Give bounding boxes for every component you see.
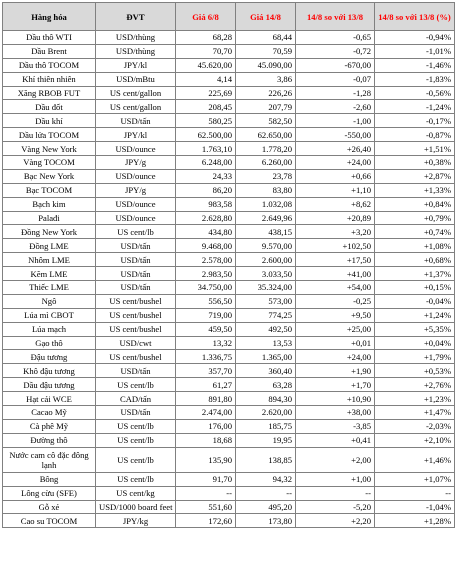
unit-cell: US cent/kg xyxy=(96,486,176,500)
table-row xyxy=(3,58,455,72)
table-row xyxy=(3,472,455,486)
table-header xyxy=(3,3,455,31)
table-row xyxy=(3,86,455,100)
table-row xyxy=(3,322,455,336)
price-1-cell: 68,28 xyxy=(176,31,236,45)
unit-cell: JPY/kl xyxy=(96,128,176,142)
price-2-cell: 68,44 xyxy=(236,31,296,45)
commodity-cell: Vàng TOCOM xyxy=(3,156,96,170)
change-pct-cell: +1,23% xyxy=(375,392,455,406)
table-row xyxy=(3,169,455,183)
unit-cell: USD/ounce xyxy=(96,142,176,156)
table-body xyxy=(3,31,455,528)
commodity-cell: Đồng New York xyxy=(3,225,96,239)
change-pct-cell: +2,87% xyxy=(375,169,455,183)
commodity-cell: Thiếc LME xyxy=(3,281,96,295)
change-cell: -0,65 xyxy=(296,31,375,45)
table-row xyxy=(3,364,455,378)
change-cell: -2,60 xyxy=(296,100,375,114)
table-row xyxy=(3,514,455,528)
unit-cell: US cent/bushel xyxy=(96,322,176,336)
change-cell: -- xyxy=(296,486,375,500)
commodity-cell: Cà phê Mỹ xyxy=(3,419,96,433)
price-1-cell: 61,27 xyxy=(176,378,236,392)
price-1-cell: 434,80 xyxy=(176,225,236,239)
commodity-cell: Dầu lửa TOCOM xyxy=(3,128,96,142)
price-2-cell: 226,26 xyxy=(236,86,296,100)
price-2-cell: 2.600,00 xyxy=(236,253,296,267)
price-1-cell: 62.500,00 xyxy=(176,128,236,142)
price-1-cell: 13,32 xyxy=(176,336,236,350)
unit-cell: US cent/lb xyxy=(96,472,176,486)
unit-cell: US cent/bushel xyxy=(96,308,176,322)
table-row xyxy=(3,72,455,86)
header-price-2: Giá 14/8 xyxy=(236,3,296,31)
change-cell: -1,00 xyxy=(296,114,375,128)
change-cell: +38,00 xyxy=(296,406,375,420)
unit-cell: US cent/lb xyxy=(96,378,176,392)
unit-cell: JPY/g xyxy=(96,156,176,170)
unit-cell: US cent/lb xyxy=(96,447,176,472)
unit-cell: USD/tấn xyxy=(96,253,176,267)
change-cell: +1,10 xyxy=(296,183,375,197)
change-pct-cell: -2,03% xyxy=(375,419,455,433)
change-cell: +20,89 xyxy=(296,211,375,225)
header-change: 14/8 so với 13/8 xyxy=(296,3,375,31)
change-pct-cell: -0,94% xyxy=(375,31,455,45)
change-pct-cell: +0,79% xyxy=(375,211,455,225)
commodity-cell: Bông xyxy=(3,472,96,486)
commodity-cell: Vàng New York xyxy=(3,142,96,156)
table-row xyxy=(3,392,455,406)
unit-cell: US cent/gallon xyxy=(96,100,176,114)
unit-cell: USD/tấn xyxy=(96,281,176,295)
change-pct-cell: -1,01% xyxy=(375,44,455,58)
commodity-cell: Palađi xyxy=(3,211,96,225)
price-1-cell: 891,80 xyxy=(176,392,236,406)
change-cell: +41,00 xyxy=(296,267,375,281)
change-pct-cell: -0,87% xyxy=(375,128,455,142)
price-2-cell: 894,30 xyxy=(236,392,296,406)
price-1-cell: 2.983,50 xyxy=(176,267,236,281)
price-2-cell: 1.778,20 xyxy=(236,142,296,156)
change-pct-cell: +1,47% xyxy=(375,406,455,420)
table-row xyxy=(3,406,455,420)
change-cell: +2,00 xyxy=(296,447,375,472)
commodity-cell: Dầu đốt xyxy=(3,100,96,114)
commodity-cell: Bạc TOCOM xyxy=(3,183,96,197)
price-1-cell: 86,20 xyxy=(176,183,236,197)
change-cell: -3,85 xyxy=(296,419,375,433)
unit-cell: JPY/kg xyxy=(96,514,176,528)
unit-cell: USD/tấn xyxy=(96,267,176,281)
change-cell: -0,07 xyxy=(296,72,375,86)
change-cell: +0,01 xyxy=(296,336,375,350)
commodity-cell: Đậu tương xyxy=(3,350,96,364)
change-pct-cell: +1,33% xyxy=(375,183,455,197)
unit-cell: USD/thùng xyxy=(96,31,176,45)
commodity-cell: Cacao Mỹ xyxy=(3,406,96,420)
change-pct-cell: +1,79% xyxy=(375,350,455,364)
table-row xyxy=(3,378,455,392)
unit-cell: US cent/lb xyxy=(96,419,176,433)
price-2-cell: 2.649,96 xyxy=(236,211,296,225)
change-pct-cell: -1,83% xyxy=(375,72,455,86)
price-2-cell: 1.032,08 xyxy=(236,197,296,211)
price-1-cell: 459,50 xyxy=(176,322,236,336)
change-cell: -5,20 xyxy=(296,500,375,514)
unit-cell: US cent/gallon xyxy=(96,86,176,100)
table-row xyxy=(3,308,455,322)
change-cell: +3,20 xyxy=(296,225,375,239)
unit-cell: USD/tấn xyxy=(96,114,176,128)
price-2-cell: 495,20 xyxy=(236,500,296,514)
price-1-cell: 983,58 xyxy=(176,197,236,211)
price-1-cell: 208,45 xyxy=(176,100,236,114)
price-2-cell: 19,95 xyxy=(236,433,296,447)
change-cell: +1,90 xyxy=(296,364,375,378)
commodity-cell: Kẽm LME xyxy=(3,267,96,281)
commodity-cell: Dầu khí xyxy=(3,114,96,128)
change-pct-cell: +0,84% xyxy=(375,197,455,211)
change-cell: +10,90 xyxy=(296,392,375,406)
change-cell: +17,50 xyxy=(296,253,375,267)
change-cell: +2,20 xyxy=(296,514,375,528)
commodity-cell: Lúa mì CBOT xyxy=(3,308,96,322)
price-1-cell: 70,70 xyxy=(176,44,236,58)
unit-cell: USD/1000 board feet xyxy=(96,500,176,514)
price-2-cell: 3,86 xyxy=(236,72,296,86)
price-2-cell: 2.620,00 xyxy=(236,406,296,420)
change-pct-cell: -1,04% xyxy=(375,500,455,514)
change-cell: +54,00 xyxy=(296,281,375,295)
table-row xyxy=(3,419,455,433)
commodity-cell: Khí thiên nhiên xyxy=(3,72,96,86)
commodity-cell: Cao su TOCOM xyxy=(3,514,96,528)
change-cell: +24,00 xyxy=(296,156,375,170)
change-pct-cell: +0,74% xyxy=(375,225,455,239)
table-row xyxy=(3,211,455,225)
price-1-cell: -- xyxy=(176,486,236,500)
price-2-cell: 173,80 xyxy=(236,514,296,528)
price-2-cell: 573,00 xyxy=(236,294,296,308)
unit-cell: USD/cwt xyxy=(96,336,176,350)
price-1-cell: 2.578,00 xyxy=(176,253,236,267)
price-2-cell: 438,15 xyxy=(236,225,296,239)
table-row xyxy=(3,183,455,197)
price-2-cell: 6.260,00 xyxy=(236,156,296,170)
change-cell: +24,00 xyxy=(296,350,375,364)
change-pct-cell: +1,28% xyxy=(375,514,455,528)
change-pct-cell: +1,07% xyxy=(375,472,455,486)
header-price-1: Giá 6/8 xyxy=(176,3,236,31)
change-cell: +26,40 xyxy=(296,142,375,156)
table-row xyxy=(3,156,455,170)
change-cell: -0,72 xyxy=(296,44,375,58)
unit-cell: USD/ounce xyxy=(96,211,176,225)
commodity-cell: Dầu thô TOCOM xyxy=(3,58,96,72)
price-2-cell: 774,25 xyxy=(236,308,296,322)
price-1-cell: 9.468,00 xyxy=(176,239,236,253)
change-cell: +102,50 xyxy=(296,239,375,253)
change-pct-cell: +1,08% xyxy=(375,239,455,253)
commodity-cell: Lông cừu (SFE) xyxy=(3,486,96,500)
commodity-price-table xyxy=(2,2,455,528)
table-row xyxy=(3,486,455,500)
unit-cell: USD/tấn xyxy=(96,364,176,378)
price-2-cell: 45.090,00 xyxy=(236,58,296,72)
price-2-cell: 1.365,00 xyxy=(236,350,296,364)
unit-cell: US cent/bushel xyxy=(96,350,176,364)
change-pct-cell: +1,46% xyxy=(375,447,455,472)
table-row xyxy=(3,142,455,156)
commodity-cell: Ngô xyxy=(3,294,96,308)
change-pct-cell: -1,24% xyxy=(375,100,455,114)
price-1-cell: 1.763,10 xyxy=(176,142,236,156)
commodity-cell: Gạo thô xyxy=(3,336,96,350)
change-pct-cell: -0,04% xyxy=(375,294,455,308)
commodity-cell: Dầu Brent xyxy=(3,44,96,58)
commodity-cell: Đồng LME xyxy=(3,239,96,253)
change-cell: -1,28 xyxy=(296,86,375,100)
table-row xyxy=(3,197,455,211)
commodity-cell: Gỗ xẻ xyxy=(3,500,96,514)
price-1-cell: 357,70 xyxy=(176,364,236,378)
table-row xyxy=(3,225,455,239)
price-2-cell: 23,78 xyxy=(236,169,296,183)
change-pct-cell: +0,53% xyxy=(375,364,455,378)
price-2-cell: 13,53 xyxy=(236,336,296,350)
price-2-cell: 94,32 xyxy=(236,472,296,486)
change-pct-cell: +5,35% xyxy=(375,322,455,336)
price-2-cell: 63,28 xyxy=(236,378,296,392)
commodity-cell: Lúa mạch xyxy=(3,322,96,336)
table-row xyxy=(3,350,455,364)
commodity-cell: Dầu thô WTI xyxy=(3,31,96,45)
price-2-cell: 492,50 xyxy=(236,322,296,336)
change-cell: +8,62 xyxy=(296,197,375,211)
commodity-cell: Khô đậu tương xyxy=(3,364,96,378)
price-1-cell: 580,25 xyxy=(176,114,236,128)
change-cell: +1,00 xyxy=(296,472,375,486)
price-1-cell: 4,14 xyxy=(176,72,236,86)
commodity-cell: Xăng RBOB FUT xyxy=(3,86,96,100)
change-cell: -670,00 xyxy=(296,58,375,72)
price-1-cell: 225,69 xyxy=(176,86,236,100)
change-cell: -0,25 xyxy=(296,294,375,308)
change-pct-cell: +0,38% xyxy=(375,156,455,170)
price-2-cell: 185,75 xyxy=(236,419,296,433)
change-pct-cell: -1,46% xyxy=(375,58,455,72)
unit-cell: US cent/lb xyxy=(96,225,176,239)
change-cell: -550,00 xyxy=(296,128,375,142)
price-2-cell: 35.324,00 xyxy=(236,281,296,295)
unit-cell: USD/ounce xyxy=(96,197,176,211)
unit-cell: USD/mBtu xyxy=(96,72,176,86)
commodity-cell: Nước cam cô đặc đông lạnh xyxy=(3,447,96,472)
table-row xyxy=(3,447,455,472)
unit-cell: USD/thùng xyxy=(96,44,176,58)
table-row xyxy=(3,267,455,281)
price-1-cell: 6.248,00 xyxy=(176,156,236,170)
price-1-cell: 172,60 xyxy=(176,514,236,528)
unit-cell: US cent/bushel xyxy=(96,294,176,308)
unit-cell: JPY/g xyxy=(96,183,176,197)
change-cell: +0,41 xyxy=(296,433,375,447)
price-2-cell: 62.650,00 xyxy=(236,128,296,142)
unit-cell: USD/tấn xyxy=(96,239,176,253)
change-cell: +25,00 xyxy=(296,322,375,336)
table-row xyxy=(3,100,455,114)
price-2-cell: 582,50 xyxy=(236,114,296,128)
change-pct-cell: +2,10% xyxy=(375,433,455,447)
price-2-cell: 83,80 xyxy=(236,183,296,197)
change-pct-cell: +1,51% xyxy=(375,142,455,156)
change-pct-cell: -- xyxy=(375,486,455,500)
change-pct-cell: +0,04% xyxy=(375,336,455,350)
unit-cell: USD/ounce xyxy=(96,169,176,183)
price-1-cell: 2.474,00 xyxy=(176,406,236,420)
header-unit: ĐVT xyxy=(96,3,176,31)
price-1-cell: 556,50 xyxy=(176,294,236,308)
change-pct-cell: +0,68% xyxy=(375,253,455,267)
change-pct-cell: -0,17% xyxy=(375,114,455,128)
change-cell: +9,50 xyxy=(296,308,375,322)
price-1-cell: 45.620,00 xyxy=(176,58,236,72)
price-1-cell: 2.628,80 xyxy=(176,211,236,225)
price-1-cell: 176,00 xyxy=(176,419,236,433)
table-row xyxy=(3,336,455,350)
price-2-cell: 9.570,00 xyxy=(236,239,296,253)
price-1-cell: 24,33 xyxy=(176,169,236,183)
header-commodity: Hàng hóa xyxy=(3,3,96,31)
change-pct-cell: +2,76% xyxy=(375,378,455,392)
change-pct-cell: +1,37% xyxy=(375,267,455,281)
change-pct-cell: -0,56% xyxy=(375,86,455,100)
table-row xyxy=(3,500,455,514)
header-change-pct: 14/8 so với 13/8 (%) xyxy=(375,3,455,31)
table-row xyxy=(3,128,455,142)
unit-cell: US cent/lb xyxy=(96,433,176,447)
price-2-cell: 207,79 xyxy=(236,100,296,114)
table-row xyxy=(3,253,455,267)
price-2-cell: 138,85 xyxy=(236,447,296,472)
commodity-cell: Bạch kim xyxy=(3,197,96,211)
table-row xyxy=(3,281,455,295)
price-1-cell: 135,90 xyxy=(176,447,236,472)
header-row xyxy=(3,3,455,31)
unit-cell: USD/tấn xyxy=(96,406,176,420)
unit-cell: JPY/kl xyxy=(96,58,176,72)
commodity-cell: Đường thô xyxy=(3,433,96,447)
unit-cell: CAD/tấn xyxy=(96,392,176,406)
table-row xyxy=(3,294,455,308)
price-1-cell: 551,60 xyxy=(176,500,236,514)
commodity-cell: Hạt cải WCE xyxy=(3,392,96,406)
table-row xyxy=(3,31,455,45)
price-2-cell: -- xyxy=(236,486,296,500)
change-cell: +1,70 xyxy=(296,378,375,392)
table-row xyxy=(3,433,455,447)
price-1-cell: 1.336,75 xyxy=(176,350,236,364)
price-1-cell: 91,70 xyxy=(176,472,236,486)
change-pct-cell: +0,15% xyxy=(375,281,455,295)
table-row xyxy=(3,114,455,128)
price-2-cell: 70,59 xyxy=(236,44,296,58)
price-1-cell: 34.750,00 xyxy=(176,281,236,295)
table-row xyxy=(3,44,455,58)
change-pct-cell: +1,24% xyxy=(375,308,455,322)
price-2-cell: 3.033,50 xyxy=(236,267,296,281)
commodity-cell: Bạc New York xyxy=(3,169,96,183)
commodity-cell: Dầu đậu tương xyxy=(3,378,96,392)
table-row xyxy=(3,239,455,253)
change-cell: +0,66 xyxy=(296,169,375,183)
price-2-cell: 360,40 xyxy=(236,364,296,378)
price-1-cell: 18,68 xyxy=(176,433,236,447)
commodity-cell: Nhôm LME xyxy=(3,253,96,267)
price-1-cell: 719,00 xyxy=(176,308,236,322)
